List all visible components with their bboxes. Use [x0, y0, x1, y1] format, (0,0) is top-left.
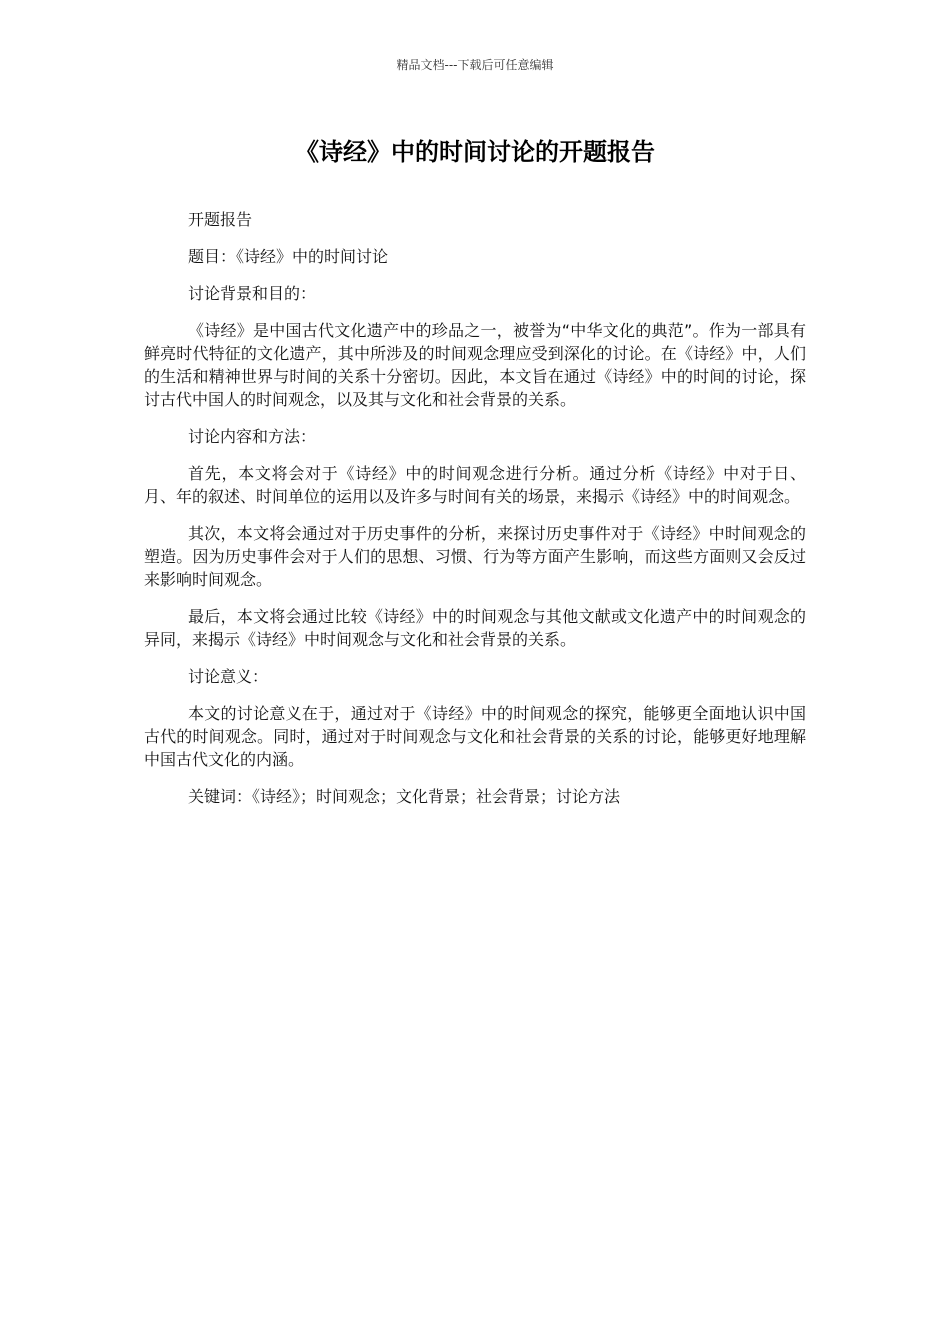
section-heading-significance: 讨论意义：: [188, 667, 269, 686]
document-body: [144, 208, 806, 822]
section-heading-background: 讨论背景和目的：: [188, 284, 317, 303]
page-header: 精品文档---下载后可任意编辑: [396, 58, 554, 72]
background-paragraph: 《诗经》是中国古代文化遗产中的珍品之一，被誉为“中华文化的典范”。作为一部具有鲜亮时代特征的文化遗产，其中所涉及的时间观念理应受到深化的讨论。在《诗经》中，人们的生活和精神世界与时间的关系十分密切。因此，本文旨在通过《诗经》中的时间的讨论，探讨古代中国人的时间观念，以及其与文化和社会背景的关系。: [144, 321, 806, 409]
method-paragraph-third: 最后，本文将会通过比较《诗经》中的时间观念与其他文献或文化遗产中的时间观念的异同，来揭示《诗经》中时间观念与文化和社会背景的关系。: [144, 607, 806, 649]
topic-line: 题目：《诗经》中的时间讨论: [188, 247, 389, 266]
keywords-line: 关键词：《诗经》；时间观念；文化背景；社会背景；讨论方法: [188, 787, 621, 806]
method-paragraph-second: 其次，本文将会通过对于历史事件的分析，来探讨历史事件对于《诗经》中时间观念的塑造。因为历史事件会对于人们的思想、习惯、行为等方面产生影响，而这些方面则又会反过来影响时间观念。: [144, 524, 806, 589]
section-heading-report: 开题报告: [188, 210, 253, 229]
method-paragraph-first: 首先，本文将会对于《诗经》中的时间观念进行分析。通过分析《诗经》中对于日、月、年的叙述、时间单位的运用以及许多与时间有关的场景，来揭示《诗经》中的时间观念。: [144, 464, 806, 506]
significance-paragraph: 本文的讨论意义在于，通过对于《诗经》中的时间观念的探究，能够更全面地认识中国古代的时间观念。同时，通过对于时间观念与文化和社会背景的关系的讨论，能够更好地理解中国古代文化的内涵。: [144, 704, 806, 769]
document-title: 《诗经》中的时间讨论的开题报告: [295, 138, 655, 166]
section-heading-content-method: 讨论内容和方法：: [188, 427, 317, 446]
